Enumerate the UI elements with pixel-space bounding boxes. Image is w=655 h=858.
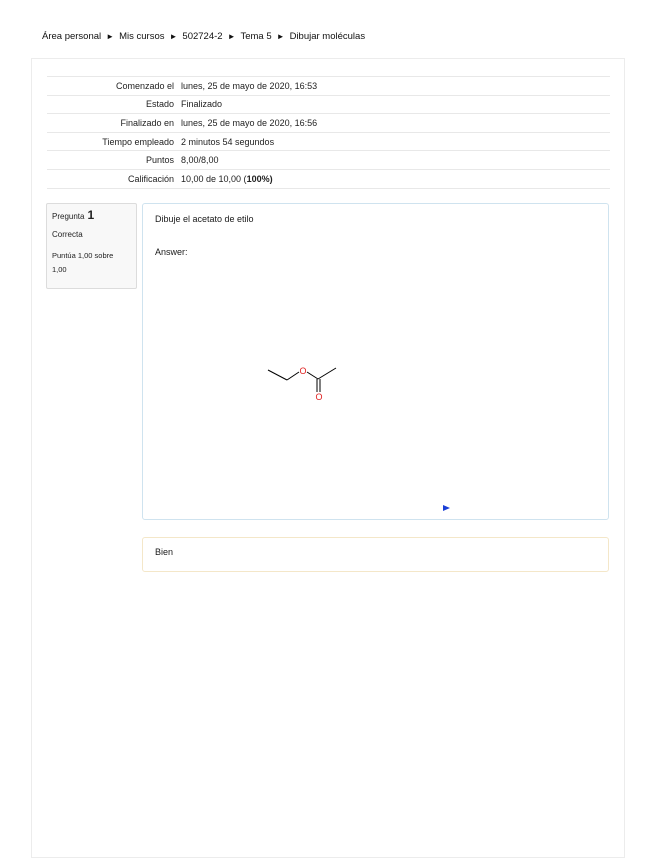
- bond-ch2-o: [287, 372, 299, 380]
- play-arrow-icon[interactable]: [443, 504, 451, 512]
- summary-label: Puntos: [47, 151, 181, 170]
- bond-c-ch3: [318, 368, 336, 379]
- molecule-drawing: [263, 359, 353, 409]
- grade-percent: 100: [246, 173, 262, 184]
- breadcrumb-separator-icon: ►: [169, 32, 178, 41]
- summary-row-state: [47, 95, 610, 114]
- summary-label: Comenzado el: [47, 77, 181, 96]
- feedback-box: [142, 537, 609, 572]
- breadcrumb: [42, 31, 365, 42]
- question-formulation: [142, 203, 609, 520]
- summary-label: Finalizado en: [47, 114, 181, 133]
- carbonyl-oxygen-label: O: [315, 392, 323, 402]
- bond-ch3-ch2: [268, 370, 287, 380]
- question-state: Correcta: [52, 230, 83, 239]
- summary-value: 8,00/8,00: [181, 151, 610, 170]
- question-grade: Puntúa 1,00 sobre 1,00: [52, 251, 114, 274]
- summary-row-finished: [47, 114, 610, 133]
- breadcrumb-separator-icon: ►: [106, 32, 115, 41]
- breadcrumb-link-mis-cursos[interactable]: Mis cursos: [119, 31, 165, 42]
- summary-value: [181, 169, 610, 188]
- summary-label: Tiempo empleado: [47, 132, 181, 151]
- oxygen-atom-label: O: [299, 366, 307, 376]
- attempt-summary-table: [47, 76, 610, 189]
- summary-value: Finalizado: [181, 95, 610, 114]
- summary-label: Estado: [47, 95, 181, 114]
- question-number: 1: [87, 208, 95, 222]
- question-text: Dibuje el acetato de etilo: [155, 214, 254, 224]
- summary-value: 2 minutos 54 segundos: [181, 132, 610, 151]
- summary-row-points: [47, 151, 610, 170]
- grade-value-suffix: %): [261, 173, 273, 184]
- summary-row-time-taken: [47, 132, 610, 151]
- breadcrumb-separator-icon: ►: [227, 32, 236, 41]
- summary-row-grade: [47, 169, 610, 188]
- question-label: Pregunta: [52, 212, 85, 221]
- bond-o-c: [307, 372, 318, 379]
- breadcrumb-link-course[interactable]: 502724-2: [182, 31, 223, 42]
- feedback-text: Bien: [155, 547, 174, 557]
- answer-label: Answer:: [155, 247, 188, 257]
- breadcrumb-link-area-personal[interactable]: Área personal: [42, 31, 102, 42]
- breadcrumb-link-tema[interactable]: Tema 5: [240, 31, 272, 42]
- breadcrumb-separator-icon: ►: [276, 32, 285, 41]
- summary-label: Calificación: [47, 169, 181, 188]
- question-number-row: [52, 208, 131, 222]
- summary-row-started: [47, 77, 610, 96]
- breadcrumb-link-activity[interactable]: Dibujar moléculas: [289, 31, 366, 42]
- grade-value-prefix: 10,00 de 10,00 (: [181, 173, 247, 184]
- question-info-box: [46, 203, 137, 289]
- summary-value: lunes, 25 de mayo de 2020, 16:56: [181, 114, 610, 133]
- summary-value: lunes, 25 de mayo de 2020, 16:53: [181, 77, 610, 96]
